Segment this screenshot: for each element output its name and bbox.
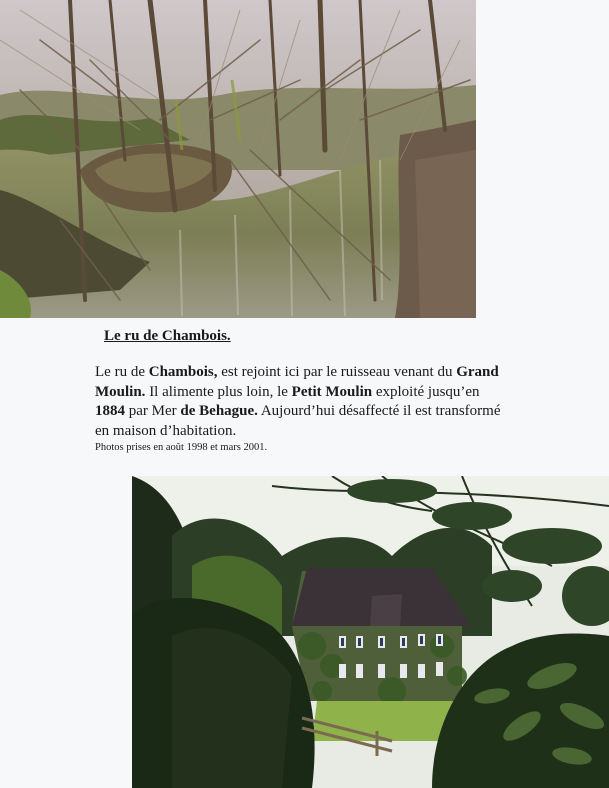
- text-segment: Le ru de: [95, 364, 149, 380]
- stream-photo: [0, 0, 476, 318]
- house-photo: [132, 476, 609, 788]
- text-segment: Aujourd’hui désaffecté il est transformé en maison d’habitation.: [95, 403, 501, 439]
- place-name-chambois: Chambois,: [148, 364, 218, 380]
- text-segment: par Mer: [125, 403, 181, 419]
- text-segment: Il alimente plus loin, le: [145, 383, 292, 400]
- description-paragraph: [95, 363, 505, 441]
- caption-title: Le ru de Chambois.: [104, 328, 231, 344]
- year-1884: 1884: [95, 403, 125, 419]
- text-segment: est rejoint ici par le ruisseau venant du: [217, 364, 457, 380]
- photo-date-note: Photos prises en août 1998 et mars 2001.: [95, 442, 268, 453]
- owner-name: de Behague.: [180, 403, 258, 419]
- place-name-petit-moulin: Petit Moulin: [291, 383, 373, 400]
- place-name-grand-moulin: Grand Moulin.: [95, 364, 499, 400]
- text-segment: exploité jusqu’en: [372, 383, 480, 400]
